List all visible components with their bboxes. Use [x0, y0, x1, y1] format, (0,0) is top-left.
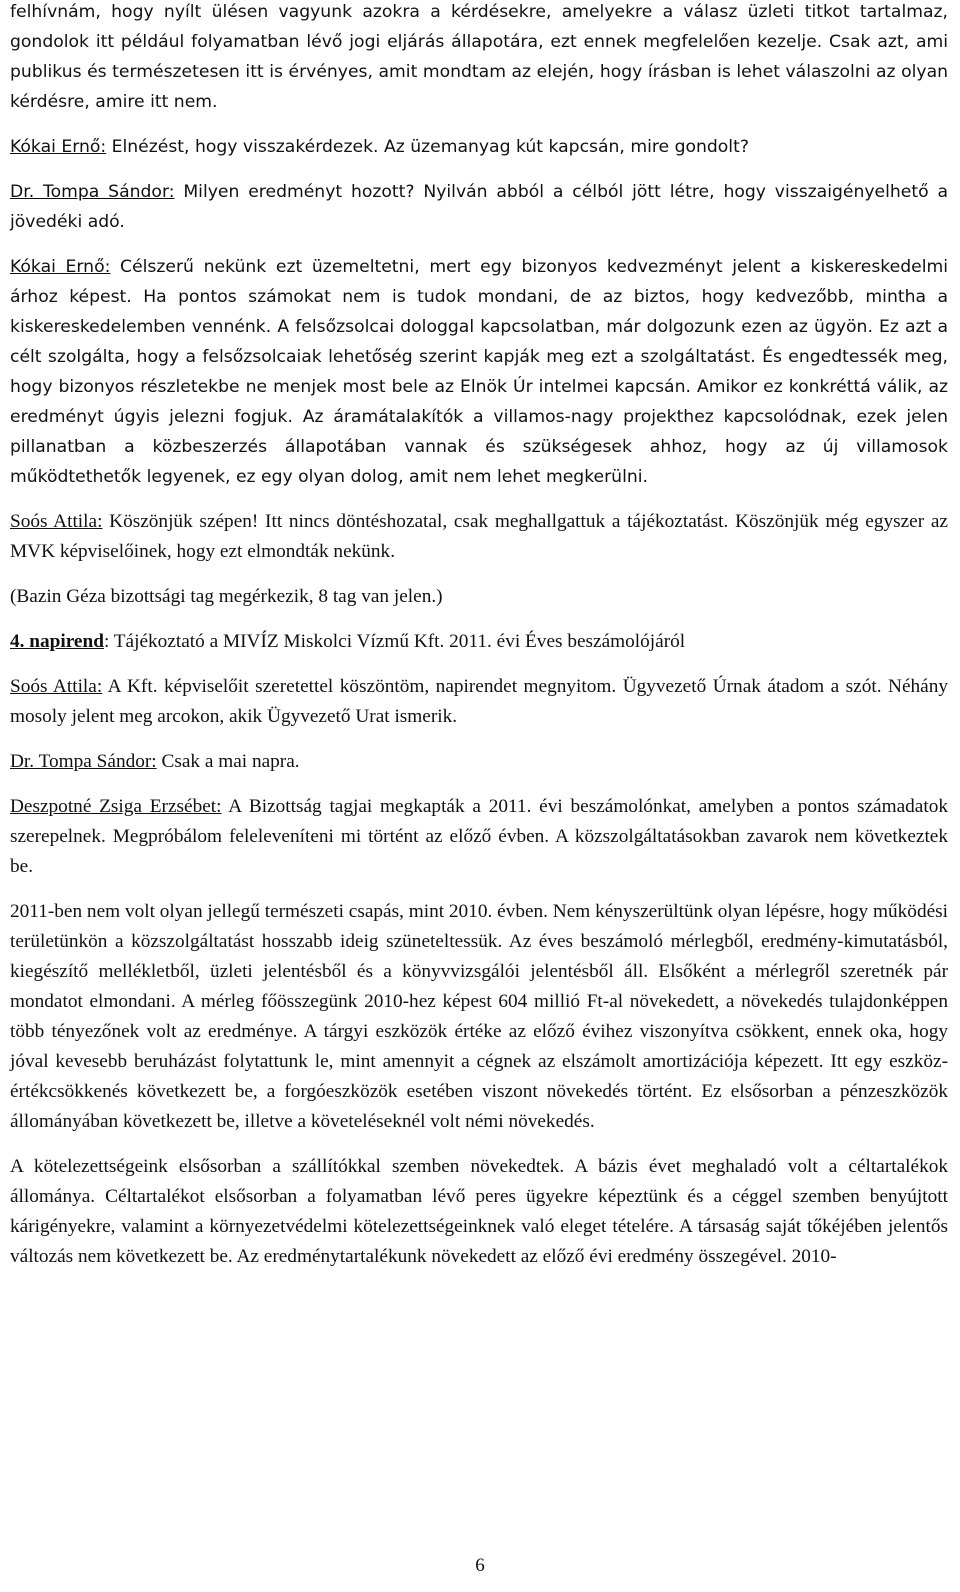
- paragraph-attendance-note: [10, 582, 948, 612]
- agenda-title: Tájékoztató a MIVÍZ Miskolci Vízmű Kft. 2011. évi Éves beszámolójáról: [109, 631, 686, 652]
- agenda-item-heading: [10, 627, 948, 657]
- paragraph-text: Milyen eredményt hozott? Nyilván abból a célból jött létre, hogy visszaigényelhető a jövedéki adó.: [10, 182, 948, 232]
- paragraph-report-2011: [10, 897, 948, 1137]
- paragraph-text: A Bizottság tagjai megkapták a 2011. évi beszámolónkat, amelyben a pontos számadatok szerepelnek. Megpróbálom feleleveníteni mi történt az előző évben. A közszolgáltatásokban zavarok nem következtek be.: [10, 796, 948, 877]
- speaker-name: Soós Attila:: [10, 511, 103, 532]
- paragraph-text: Elnézést, hogy visszakérdezek. Az üzemanyag kút kapcsán, mire gondolt?: [106, 137, 749, 157]
- paragraph-intro: [10, 0, 948, 117]
- speaker-name: Dr. Tompa Sándor:: [10, 182, 175, 202]
- paragraph-speaker-kokai-2: [10, 252, 948, 492]
- speaker-name: Deszpotné Zsiga Erzsébet:: [10, 796, 222, 817]
- paragraph-text: A kötelezettségeink elsősorban a szállítókkal szemben növekedtek. A bázis évet meghaladó volt a céltartalékok állománya. Céltartalékot elsősorban a folyamatban lévő peres ügyekre képeztünk és a céggel szemben benyújtott kárigényekre, valamint a környezetvédelmi kötelezettségeinknek való eleget tételére. A társaság saját tőkéjében jelentős változás nem következett be. Az eredménytartalékunk növekedett az előző évi eredmény összegével. 2010-: [10, 1156, 948, 1267]
- paragraph-text: felhívnám, hogy nyílt ülésen vagyunk azokra a kérdésekre, amelyekre a válasz üzleti titkot tartalmaz, gondolok itt például folyamatban lévő jogi eljárás állapotára, ezt ennek megfelelően kezelje. Csak azt, ami publikus és természetesen itt is érvényes, amit mondtam az elején, hogy írásban is lehet válaszolni az olyan kérdésre, amire itt nem.: [10, 2, 948, 112]
- paragraph-liabilities: [10, 1152, 948, 1272]
- paragraph-text: (Bazin Géza bizottsági tag megérkezik, 8 tag van jelen.): [10, 586, 443, 607]
- agenda-colon: :: [103, 631, 110, 652]
- paragraph-text: Köszönjük szépen! Itt nincs döntéshozatal, csak meghallgattuk a tájékoztatást. Köszönjük még egyszer az MVK képviselőinek, hogy ezt elmondták nekünk.: [10, 511, 948, 562]
- paragraph-speaker-tompa-1: [10, 177, 948, 237]
- document-body: [10, 0, 948, 1287]
- paragraph-speaker-soos-1: [10, 507, 948, 567]
- paragraph-speaker-tompa-2: [10, 747, 948, 777]
- paragraph-text: A Kft. képviselőit szeretettel köszöntöm, napirendet megnyitom. Ügyvezető Úrnak átadom a szót. Néhány mosoly jelent meg arcokon, akik Ügyvezető Urat ismerik.: [10, 676, 949, 727]
- paragraph-speaker-deszpotne: [10, 792, 948, 882]
- paragraph-text: Csak a mai napra.: [156, 751, 300, 772]
- agenda-label: 4. napirend: [10, 631, 104, 652]
- paragraph-speaker-soos-2: [10, 672, 948, 732]
- speaker-name: Soós Attila:: [10, 676, 103, 697]
- speaker-name: Dr. Tompa Sándor:: [10, 751, 157, 772]
- paragraph-text: Célszerű nekünk ezt üzemeltetni, mert egy bizonyos kedvezményt jelent a kiskereskedelmi árhoz képest. Ha pontos számokat nem is tudok mondani, de az biztos, hogy kedvezőbb, mintha a kiskereskedelemben vennénk. A felsőzsolcai dologgal kapcsolatban, már dolgozunk ezen az ügyön. Ez azt a célt szolgálta, hogy a felsőzsolcaiak lehetőség szerint kapják meg ezt a szolgáltatást. És engedtessék meg, hogy bizonyos részletekbe ne menjek most bele az Elnök Úr intelmei kapcsán. Amikor ez konkréttá válik, az eredményt úgyis jelezni fogjuk. Az áramátalakítók a villamos-nagy projekthez kapcsolódnak, ezek jelen pillanatban a közbeszerzés állapotában vannak és szükségesek ahhoz, hogy az új villamosok működtethetők legyenek, ez egy olyan dolog, amit nem lehet megkerülni.: [10, 257, 948, 487]
- paragraph-text: 2011-ben nem volt olyan jellegű természeti csapás, mint 2010. évben. Nem kényszerültünk olyan lépésre, hogy működési területünkön a közszolgáltatást hosszabb ideig szüneteltessük. Az éves beszámoló mérlegből, eredmény-kimutatásból, kiegészítő mellékletből, üzleti jelentésből és a könyvvizsgálói jelentésből áll. Elsőként a mérlegről szeretnék pár mondatot elmondani. A mérleg főösszegünk 2010-hez képest 604 millió Ft-al növekedett, a növekedés tulajdonképpen több tényezőnek volt az eredménye. A tárgyi eszközök értéke az előző évihez viszonyítva csökkent, ennek oka, hogy jóval kevesebb beruházást folytattunk le, mint amennyit a cégnek az elszámolt amortizációja képezett. Itt egy eszköz-értékcsökkenés következett be, a forgóeszközök esetében viszont növekedés történt. Ez elsősorban a pénzeszközök állományában következett be, illetve a követeléseknél volt némi növekedés.: [10, 901, 948, 1132]
- page-number: 6: [475, 1555, 485, 1576]
- speaker-name: Kókai Ernő:: [10, 257, 111, 277]
- speaker-name: Kókai Ernő:: [10, 137, 107, 157]
- paragraph-speaker-kokai-1: [10, 132, 948, 162]
